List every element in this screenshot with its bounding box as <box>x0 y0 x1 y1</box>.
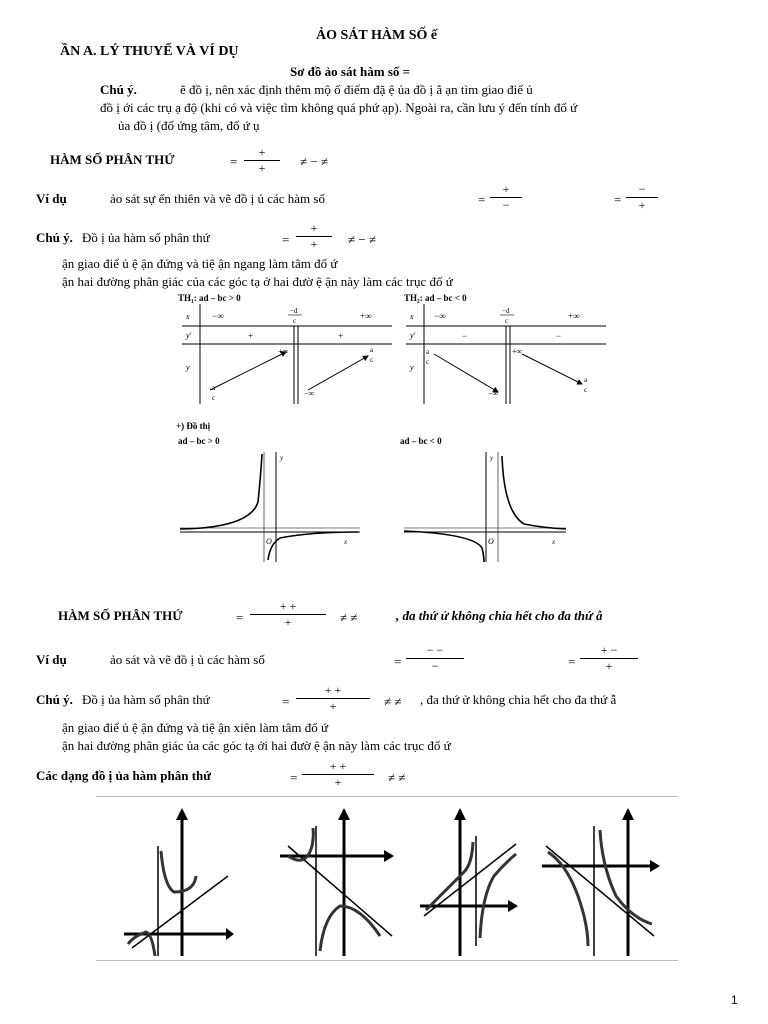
equals-sign: = <box>236 610 244 625</box>
equals-sign: = <box>282 232 290 247</box>
fraction-denominator: + <box>284 615 292 629</box>
origin-label: O <box>488 537 494 546</box>
asymptote-numerator: a <box>426 348 430 356</box>
plus-infinity: +∞ <box>278 347 289 356</box>
origin-label: O <box>266 537 272 546</box>
note-text: Đồ ị ủa hàm số phân thứ <box>82 692 210 707</box>
asymptote-denominator: c <box>212 394 216 402</box>
minus-infinity: −∞ <box>212 311 224 321</box>
condition-tail: , đa thứ ử không chia hết cho đa thứ ẫ <box>420 692 617 707</box>
fraction-denominator: + <box>310 237 318 251</box>
axis-x-label: x <box>552 538 556 546</box>
scheme-title: Sơ đồ ảo sát hàm số = <box>290 64 411 79</box>
fraction-denominator: + <box>334 775 342 789</box>
table-y-label: y <box>410 363 414 372</box>
example-fraction-2 <box>580 644 638 673</box>
fraction-numerator: + + <box>279 599 297 613</box>
case-label: TH₁: ad – bc > 0 <box>178 293 241 303</box>
derivative-sign: + <box>338 331 344 341</box>
table-yp-label: y' <box>186 331 192 340</box>
page-title: ẢO SÁT HÀM SỐ ế <box>316 28 438 43</box>
fraction-denominator: + <box>329 699 337 713</box>
equals-sign: = <box>282 694 290 709</box>
condition-text: ≠ − ≠ <box>348 232 377 247</box>
example-label: Ví dụ <box>36 652 67 667</box>
derivative-sign: − <box>556 331 562 341</box>
oblique-asymptote-form-4 <box>542 806 662 956</box>
section-heading: ẦN A. LÝ THUYẾ VÀ VÍ DỤ <box>60 44 239 59</box>
variation-table-1 <box>182 304 392 404</box>
pole-denominator: c <box>293 317 297 325</box>
equals-sign: = <box>230 154 238 169</box>
minus-infinity: −∞ <box>434 311 446 321</box>
note-line: đồ ị ới các trụ ạ độ (khi có và việc tìm không quá phứ ạp). Ngoài ra, cần lưu ý đến tính đố ứ <box>100 100 578 115</box>
minus-infinity: −∞ <box>304 389 315 398</box>
fraction-numerator: + <box>502 182 510 196</box>
derivative-sign: + <box>248 331 254 341</box>
example-label: Ví dụ <box>36 191 67 206</box>
derivative-sign: − <box>462 331 468 341</box>
condition-text: ≠ − ≠ <box>300 154 329 169</box>
asymptote-numerator: a <box>370 346 374 354</box>
graph-case-label: ad – bc < 0 <box>400 436 442 446</box>
fraction-denominator: + <box>258 161 266 175</box>
plus-infinity: +∞ <box>360 311 372 321</box>
plus-infinity: +∞ <box>568 311 580 321</box>
note-line: ủa đồ ị (đố ứng tâm, đố ứ ụ <box>118 118 260 133</box>
divider-top <box>96 796 678 797</box>
case-label: TH₂: ad – bc < 0 <box>404 293 467 303</box>
divider-bottom <box>96 960 678 961</box>
rational-fraction <box>302 760 374 789</box>
hyperbola-graph-2 <box>404 452 568 562</box>
fraction-numerator: + − <box>600 643 618 657</box>
property-line: ận hai đường phân giác ủa các góc tạ ởi hai đườ ệ ận này làm các trục đố ứ <box>62 738 451 753</box>
rational-fraction <box>250 600 326 629</box>
oblique-asymptote-form-2 <box>280 806 400 956</box>
axis-x-label: x <box>344 538 348 546</box>
equals-sign: = <box>478 192 486 207</box>
property-line: ận giao điể ủ ệ ận đứng và tiệ ận xiên làm tâm đố ứ <box>62 720 329 735</box>
example-fraction-2 <box>626 183 658 212</box>
fraction-denominator: + <box>638 198 646 212</box>
graph-case-label: ad – bc > 0 <box>178 436 220 446</box>
page-number: 1 <box>731 993 738 1007</box>
table-y-label: y <box>186 363 190 372</box>
asymptote-denominator: c <box>584 386 588 394</box>
asymptote-numerator: a <box>212 384 216 392</box>
fraction-numerator: − − <box>426 643 444 657</box>
property-line: ận hai đường phân giác của các góc tạ ở hai đườ ệ ận này làm các trục đố ứ <box>62 274 453 289</box>
note-label: Chú ý. <box>36 230 73 245</box>
forms-heading: Các dạng đồ ị ủa hàm phân thứ <box>36 768 212 783</box>
pole-denominator: c <box>505 317 509 325</box>
note-line: ẽ đồ ị, nên xác định thêm mộ ố điểm đặ ệ ủa đồ ị ằ ạn tìm giao điể ủ <box>180 82 533 97</box>
axis-y-label: y <box>280 454 284 462</box>
fraction-numerator: − <box>638 182 646 196</box>
note-label: Chú ý. <box>100 82 137 97</box>
equals-sign: = <box>614 192 622 207</box>
hyperbola-graph-1 <box>180 452 362 562</box>
asymptote-denominator: c <box>370 356 374 364</box>
condition-tail: , đa thứ ử không chia hết cho đa thứ ẫ <box>396 608 603 623</box>
rational-fraction <box>296 222 332 251</box>
pole-numerator: −d <box>502 307 510 315</box>
equals-sign: = <box>290 770 298 785</box>
table-x-label: x <box>186 312 190 321</box>
oblique-asymptote-form-3 <box>420 806 520 956</box>
rational-fraction <box>244 146 280 175</box>
graph-label: +) Đồ thị <box>176 421 211 431</box>
property-line: ận giao điể ủ ệ ận đứng và tiệ ận ngang làm tâm đố ứ <box>62 256 338 271</box>
fraction-denominator: − <box>431 659 439 673</box>
oblique-asymptote-form-1 <box>124 806 234 956</box>
part1-heading: HÀM SỐ PHÂN THỨ <box>50 152 175 167</box>
pole-numerator: −d <box>290 307 298 315</box>
equals-sign: = <box>568 654 576 669</box>
fraction-numerator: + + <box>324 683 342 697</box>
condition-text: ≠ ≠ <box>340 610 358 625</box>
table-yp-label: y' <box>410 331 416 340</box>
asymptote-numerator: a <box>584 376 588 384</box>
axis-y-label: y <box>490 454 494 462</box>
minus-infinity: −∞ <box>488 389 499 398</box>
plus-infinity: +∞ <box>512 347 523 356</box>
example-fraction-1 <box>490 183 522 212</box>
variation-table-2 <box>406 304 606 404</box>
fraction-numerator: + <box>258 145 266 159</box>
fraction-numerator: + + <box>329 759 347 773</box>
condition-text: ≠ ≠ <box>388 770 406 785</box>
example-text: ảo sát và vẽ đồ ị ủ các hàm số <box>110 652 265 667</box>
equals-sign: = <box>394 654 402 669</box>
fraction-denominator: + <box>605 659 613 673</box>
part2-heading: HÀM SỐ PHÂN THỨ <box>58 608 183 623</box>
example-fraction-1 <box>406 644 464 673</box>
fraction-denominator: − <box>502 198 510 212</box>
note-label: Chú ý. <box>36 692 73 707</box>
example-text: ảo sát sự ến thiên và vẽ đồ ị ủ các hàm số <box>110 191 325 206</box>
condition-text: ≠ ≠ <box>384 694 402 709</box>
rational-fraction <box>296 684 370 713</box>
asymptote-denominator: c <box>426 358 430 366</box>
table-x-label: x <box>410 312 414 321</box>
note-text: Đồ ị ủa hàm số phân thứ <box>82 230 210 245</box>
fraction-numerator: + <box>310 221 318 235</box>
